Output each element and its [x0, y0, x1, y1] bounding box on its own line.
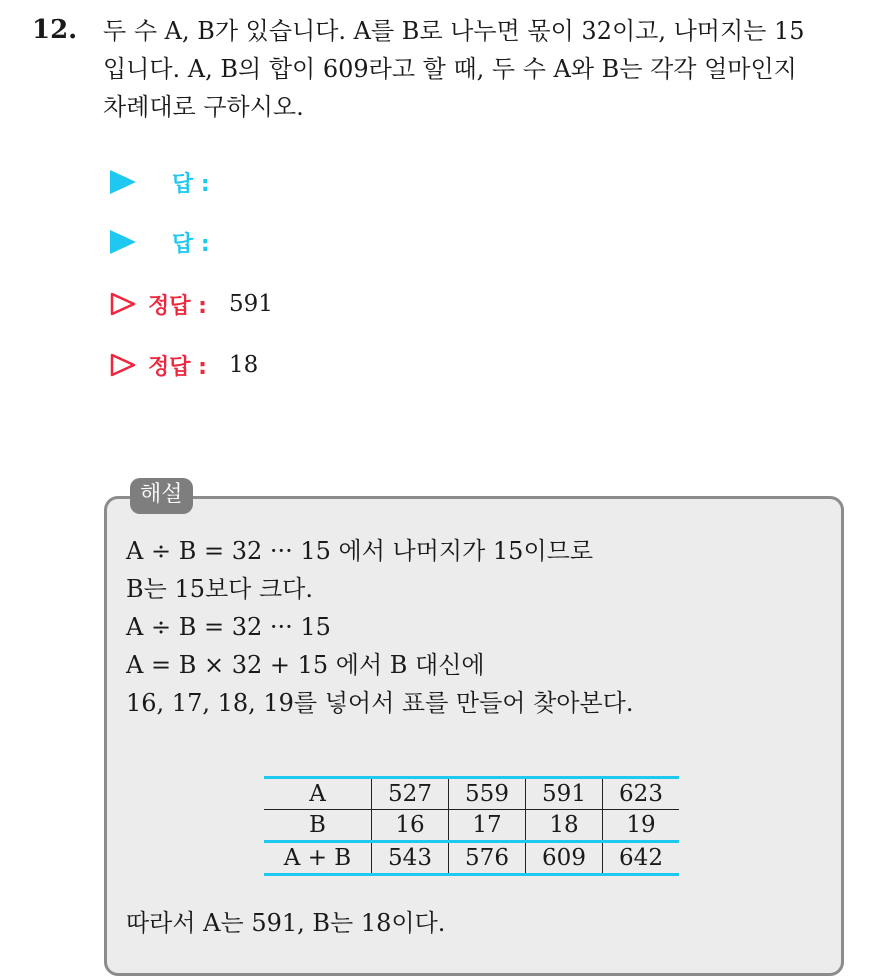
table-cell: 19 [603, 810, 680, 842]
table-row [264, 842, 679, 875]
solution-line: 16, 17, 18, 19를 넣어서 표를 만들어 찾아본다. [126, 689, 634, 717]
answer-label: 답 : [172, 171, 210, 197]
table-cell: 527 [372, 778, 449, 810]
table-cell: 16 [372, 810, 449, 842]
play-triangle-icon [110, 170, 136, 194]
value-table [264, 776, 679, 876]
table-cell: 623 [603, 778, 680, 810]
table-cell: 609 [526, 842, 603, 875]
correct-answer-value: 591 [228, 291, 273, 317]
table-cell: 591 [526, 778, 603, 810]
table-cell: A + B [264, 842, 372, 875]
table-cell: 18 [526, 810, 603, 842]
correct-answer-row-2 [110, 345, 258, 385]
question-text [103, 12, 863, 126]
correct-answer-label: 정답 : [148, 354, 207, 380]
outline-triangle-icon [110, 353, 136, 377]
solution-line: A ÷ B = 32 ··· 15 [126, 613, 331, 641]
table-cell: B [264, 810, 372, 842]
question-line: 차례대로 구하시오. [103, 93, 304, 121]
solution-line: B는 15보다 크다. [126, 575, 313, 603]
correct-answer-value: 18 [228, 352, 259, 378]
table-cell: 559 [449, 778, 526, 810]
answer-row-1 [110, 162, 210, 202]
answer-label: 답 : [172, 231, 210, 257]
correct-answer-row-1 [110, 284, 273, 324]
correct-answer-label: 정답 : [148, 293, 207, 319]
solution-line: A ÷ B = 32 ··· 15 에서 나머지가 15이므로 [126, 537, 594, 565]
table-cell: 576 [449, 842, 526, 875]
table-cell: A [264, 778, 372, 810]
table-row [264, 810, 679, 842]
answer-row-2 [110, 222, 210, 262]
table-row [264, 778, 679, 810]
play-triangle-icon [110, 230, 136, 254]
solution-conclusion: 따라서 A는 591, B는 18이다. [126, 909, 446, 937]
table-cell: 642 [603, 842, 680, 875]
solution-title: 해설 [130, 478, 193, 514]
question-line: 두 수 A, B가 있습니다. A를 B로 나누면 몫이 32이고, 나머지는 15 [103, 17, 805, 45]
question-number: 12. [32, 15, 78, 45]
solution-line: A = B × 32 + 15 에서 B 대신에 [126, 651, 485, 679]
table-cell: 543 [372, 842, 449, 875]
outline-triangle-icon [110, 292, 136, 316]
question-line: 입니다. A, B의 합이 609라고 할 때, 두 수 A와 B는 각각 얼마인지 [103, 55, 797, 83]
table-cell: 17 [449, 810, 526, 842]
